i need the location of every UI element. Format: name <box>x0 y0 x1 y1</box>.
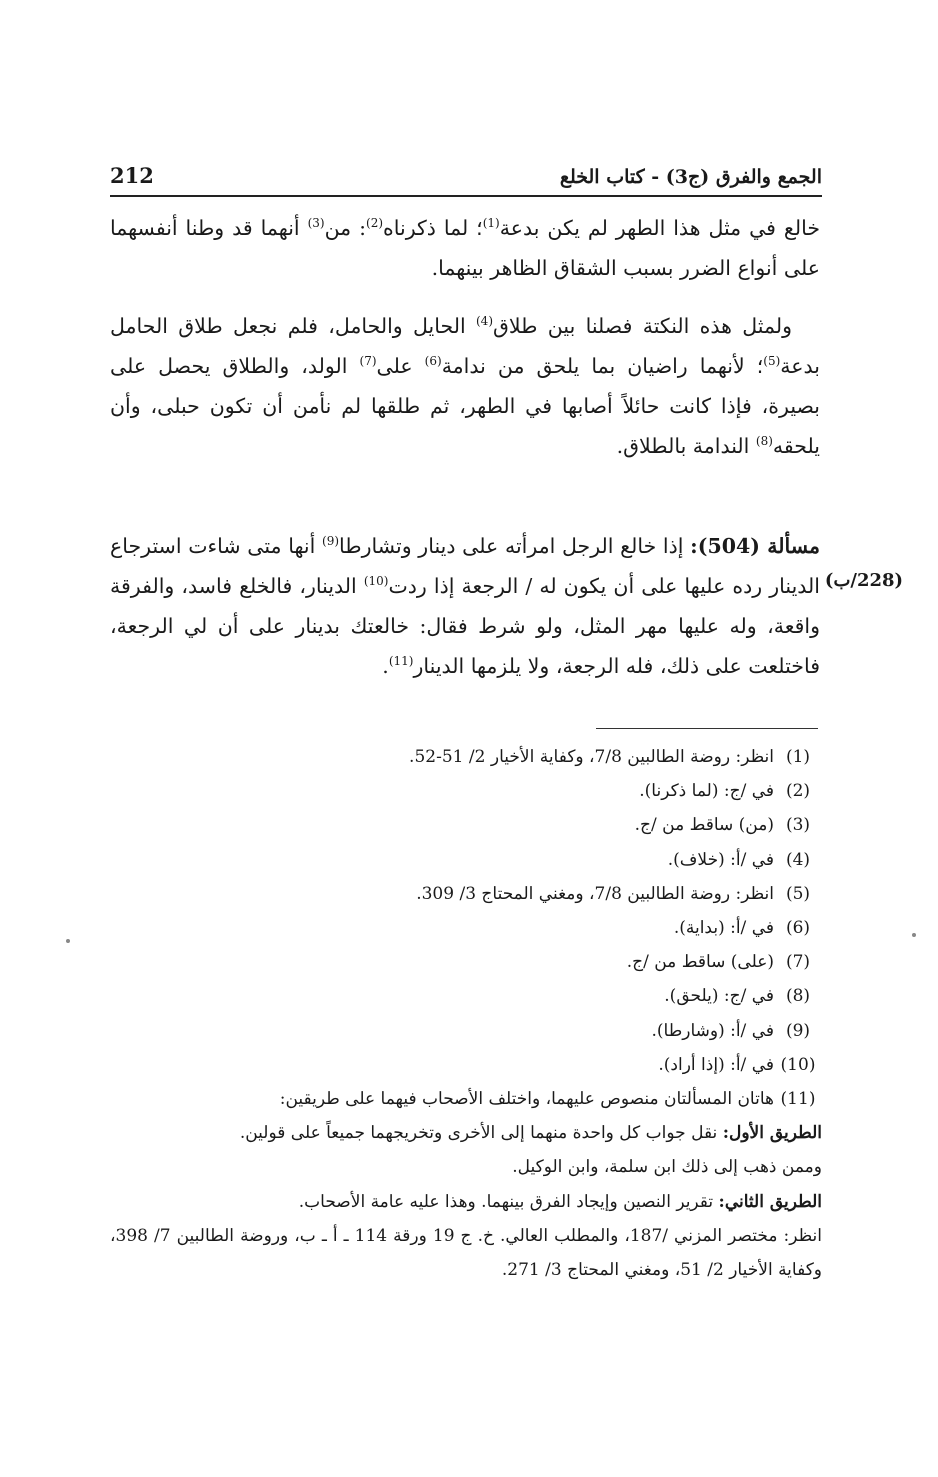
footnote-number: (10) <box>780 1054 816 1075</box>
scan-speck <box>66 939 70 943</box>
footnote-text: في /ج: (يلحق). <box>664 986 774 1007</box>
p2-text-4: على <box>376 354 425 378</box>
footnote-ref-3: (3) <box>307 216 325 231</box>
footnote-11-way-1-cont: وممن ذهب إلى ذلك ابن سلمة، وابن الوكيل. <box>512 1157 822 1178</box>
p3-text-2: أنها متى شاءت استرجاع الدينار رده عليها على أن يكون له / الرجعة إذا ردت <box>110 534 820 598</box>
footnote-text: انظر: روضة الطالبين 7/8، وكفاية الأخيار 2/ 51-52. <box>409 747 774 767</box>
p2-text-6: الندامة بالطلاق. <box>616 434 756 458</box>
running-title: الجمع والفرق (ج3) - كتاب الخلع <box>559 166 822 188</box>
footnote-number: (4) <box>785 849 811 870</box>
footnote-text: في /أ: (خلاف). <box>667 849 774 870</box>
footnote-ref-10: (10) <box>363 574 389 589</box>
footnote-number: (6) <box>785 918 811 939</box>
footnote-number: (9) <box>785 1020 811 1041</box>
footnote-number: (8) <box>785 986 811 1007</box>
way-1-label: الطريق الأول: <box>722 1123 822 1144</box>
p2-text-1: ولمثل هذه النكتة فصلنا بين طلاق <box>493 314 792 338</box>
footnote-item <box>110 1014 822 1048</box>
footnote-number: (7) <box>785 952 811 973</box>
footnote-ref-9: (9) <box>322 534 340 549</box>
paragraph-3-masala <box>110 526 820 686</box>
footnote-number: (3) <box>785 815 811 836</box>
footnote-text: في /ج: (لما ذكرنا). <box>639 781 774 802</box>
footnote-separator <box>596 728 818 729</box>
way-1-text: نقل جواب كل واحدة منهما إلى الأخرى وتخريجهما جميعاً على قولين. <box>239 1123 723 1144</box>
paragraph-2 <box>110 306 820 466</box>
footnote-11-way-2 <box>110 1185 822 1219</box>
footnote-item <box>110 774 822 808</box>
footnote-ref-7: (7) <box>359 354 377 369</box>
footnote-text: في /أ: (إذا أراد). <box>658 1054 774 1075</box>
way-2-text: تقرير النصين وإيجاد الفرق بينهما. وهذا عليه عامة الأصحاب. <box>298 1191 719 1212</box>
page-header <box>110 152 822 188</box>
footnote-ref-1: (1) <box>482 216 500 231</box>
p3-text-1: إذا خالع الرجل امرأته على دينار وتشارطا <box>339 534 691 558</box>
footnote-item <box>110 911 822 945</box>
p1-text-2: ؛ لما ذكرناه <box>383 216 483 240</box>
footnote-ref-8: (8) <box>755 434 773 449</box>
p2-text-3: ؛ لأنهما راضيان بما يلحق من ندامة <box>441 354 764 378</box>
footnote-item <box>110 877 822 911</box>
footnote-text: هاتان المسألتان منصوص عليهما، واختلف الأصحاب فيهما على طريقين: <box>279 1089 774 1110</box>
p2-text-5: الولد، والطلاق يحصل على بصيرة، فإذا كانت حائلاً أصابها في الطهر، ثم طلقها لم نأمن أن تكون حبلى، وأن يلحقه <box>110 354 820 458</box>
footnote-number: (11) <box>780 1089 816 1110</box>
page-number: 212 <box>110 163 154 188</box>
footnote-text: انظر: روضة الطالبين 7/8، ومغني المحتاج 3/ 309. <box>416 883 774 904</box>
footnote-item <box>110 1048 822 1082</box>
way-2-label: الطريق الثاني: <box>718 1191 822 1212</box>
p1-text-4: أنهما قد وطنا أنفسهما على أنواع الضرر بسبب الشقاق الظاهر بينهما. <box>110 216 820 280</box>
footnote-item <box>110 979 822 1013</box>
p3-text-3: الدينار، فالخلع فاسد، والفرقة واقعة، وله عليها مهر المثل، ولو شرط فقال: خالعتك بدينار على أن لي الرجعة، فاختلعت على ذلك، فله الرجعة، ولا يلزمها الدينار <box>110 574 820 678</box>
footnote-text: في /أ: (بداية). <box>673 918 774 939</box>
footnote-ref-6: (6) <box>424 354 442 369</box>
footnote-ref-2: (2) <box>366 216 384 231</box>
footnote-number: (1) <box>785 747 811 767</box>
footnote-number: (5) <box>785 883 811 904</box>
paragraph-1 <box>110 208 820 288</box>
footnotes <box>110 740 822 1287</box>
p1-text-3: : من <box>324 216 367 240</box>
footnote-ref-11: (11) <box>388 654 414 669</box>
header-rule <box>110 195 822 197</box>
footnote-11-way-1 <box>110 1116 822 1150</box>
footnote-text: (على) ساقط من /ج. <box>626 952 774 973</box>
footnote-item <box>110 1082 822 1116</box>
p1-text-1: خالع في مثل هذا الطهر لم يكن بدعة <box>499 216 821 240</box>
footnote-number: (2) <box>785 781 811 802</box>
footnote-item <box>110 843 822 877</box>
footnote-text: في /أ: (وشارطا). <box>651 1020 774 1041</box>
footnote-ref-4: (4) <box>475 314 493 329</box>
p3-text-4: . <box>382 654 389 678</box>
masala-label: مسألة (504): <box>690 534 820 558</box>
footnote-item <box>110 808 822 842</box>
manuscript-folio-marker: (228/ب) <box>824 570 904 591</box>
footnote-ref-5: (5) <box>763 354 781 369</box>
footnote-item <box>110 740 822 774</box>
footnote-item <box>110 945 822 979</box>
footnote-text: (من) ساقط من /ج. <box>634 815 774 836</box>
scan-speck <box>912 933 916 937</box>
footnote-11-references: انظر: مختصر المزني /187، والمطلب العالي. خ. ج 19 ورقة 114 ـ أ ـ ب، وروضة الطالبين 7/ 398، وكفاية الأخيار 2/ 51، ومغني المحتاج 3/ 271. <box>110 1225 822 1281</box>
p2-text-2: الحايل والحامل، فلم نجعل طلاق الحامل بدعة <box>110 314 820 378</box>
